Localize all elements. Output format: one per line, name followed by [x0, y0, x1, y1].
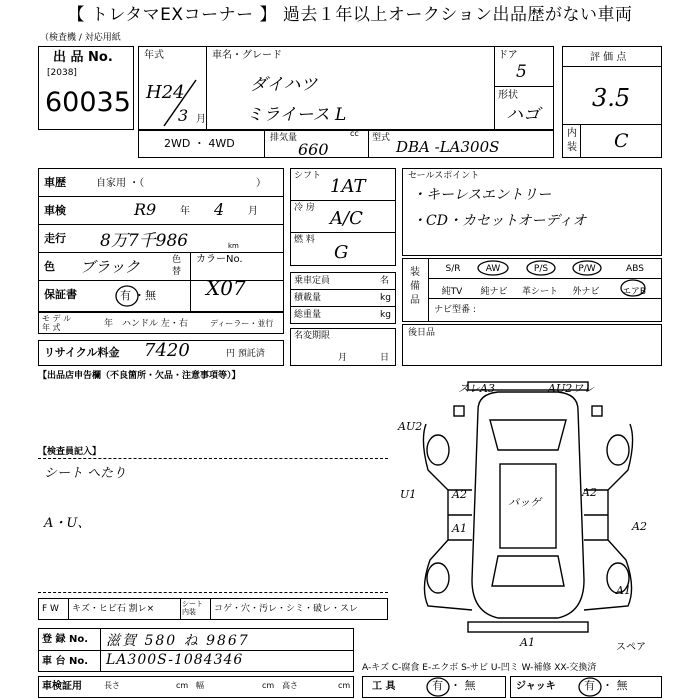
equip-ps: P/S — [533, 264, 549, 274]
mark-9: A1 — [616, 584, 631, 597]
year-slash — [160, 78, 200, 128]
mark-0: スレA3 — [458, 382, 495, 395]
history-close: ） — [256, 178, 266, 189]
cert-width: 幅 — [196, 681, 204, 690]
equip-sr: S/R — [445, 264, 461, 274]
displacement-label: 排気量 — [270, 133, 298, 143]
lot-number: 60035 — [45, 87, 131, 118]
model-year-handle: ハンドル 左・右 — [122, 319, 188, 329]
inspector-line2: A・U、 — [44, 516, 91, 531]
recycle-unit: 円 預託済 — [226, 349, 265, 359]
recycle-label: リサイクル料金 — [44, 346, 120, 359]
chassis-label: 車 台 No. — [42, 656, 89, 667]
spare-label: スペア — [616, 642, 646, 653]
inspector-label: 【検査員記入】 — [38, 447, 102, 457]
cert-height: 高さ — [282, 681, 298, 690]
car-maker: ダイハツ — [250, 75, 318, 95]
recycle-value: 7420 — [144, 340, 190, 361]
equip-aw: AW — [485, 264, 501, 274]
warranty-yes: 有 — [120, 289, 131, 302]
warranty-no: ・無 — [134, 289, 156, 302]
year-label: 年式 — [144, 50, 164, 61]
interior-label2: 装 — [567, 142, 577, 153]
sales-point-line1: ・キーレスエントリー — [412, 187, 552, 203]
cert-label: 車検証用 — [42, 681, 82, 692]
cert-unit1: cm — [176, 681, 189, 690]
mark-8: A2 — [632, 520, 647, 533]
mark-2: AU2 — [398, 420, 423, 433]
jack-circle — [576, 676, 604, 698]
renewal-day: 日 — [380, 353, 390, 363]
lot-small: [2038] — [47, 68, 77, 78]
fuel-value: G — [334, 242, 349, 263]
score-label: 評 価 点 — [590, 52, 627, 63]
chassis-value: LA300S-1084346 — [106, 652, 244, 668]
seller-notes-label: 【出品店申告欄（不良箇所・欠品・注意事項等）】 — [38, 371, 241, 381]
history-value: 自家用 ・（ — [96, 178, 145, 189]
interior-label1: 内 — [567, 128, 577, 139]
lot-label: 出 品 No. — [53, 50, 113, 65]
model-year-label1: モ デ ル — [42, 314, 72, 323]
mileage-label: 走行 — [44, 232, 66, 245]
history-label: 車歴 — [44, 176, 66, 189]
shape-label: 形状 — [498, 90, 518, 101]
tools-no: ・ 無 — [450, 679, 476, 692]
car-model: ミライース L — [246, 105, 347, 125]
registration-label: 登 録 No. — [42, 634, 89, 645]
warranty-circle — [114, 284, 140, 308]
mark-1: AU2ワレ — [548, 382, 595, 395]
later-label: 後日品 — [408, 328, 436, 338]
mark-7: A1 — [452, 522, 467, 535]
inspector-line1: シート へたり — [44, 466, 127, 481]
equip-navi: 純ナビ — [480, 287, 508, 297]
mark-3: U1 — [400, 488, 417, 501]
renewal-label: 名変期限 — [294, 331, 331, 341]
fw-label: F W — [42, 604, 59, 614]
ac-value: A/C — [330, 208, 363, 229]
jack-yes: 有 — [584, 679, 595, 692]
fw-items: コゲ・穴・汚レ・シミ・破レ・スレ — [214, 604, 359, 614]
equip-abs: ABS — [626, 264, 644, 274]
jack-label: ジャッキ — [516, 681, 556, 692]
lot-box — [38, 46, 134, 130]
door-value: 5 — [516, 62, 527, 82]
tools-yes: 有 — [432, 679, 443, 692]
drive-text: 2WD ・ 4WD — [164, 137, 235, 150]
shape-value: ハゴ — [506, 105, 540, 125]
equip-tv: 純TV — [441, 287, 463, 297]
equip-extnavi: 外ナビ — [572, 287, 600, 297]
equipment-label: 装 備 品 — [410, 267, 420, 306]
mark-5: A2 — [582, 486, 597, 499]
mileage-value: 8万7千986 — [100, 231, 189, 251]
displacement-unit: cc — [350, 129, 359, 138]
registration-value: 滋賀 580 ね 9867 — [106, 633, 250, 649]
banner: 【 トレタマEXコーナー 】 過去１年以上オークション出品歴がない車両 — [0, 0, 700, 30]
fw-seat: シート内装 — [182, 600, 203, 616]
model-year-label2: 年 式 — [42, 323, 61, 332]
cert-unit2: cm — [262, 681, 275, 690]
inspection-month: 4 — [214, 200, 225, 219]
sales-point-line2: ・CD・カセットオーディオ — [412, 213, 587, 229]
color-label: 色 — [44, 260, 55, 273]
weight-label: 総重量 — [294, 310, 322, 320]
tools-circle — [424, 676, 452, 698]
equip-airbag: エアB — [621, 287, 647, 297]
score-value: 3.5 — [592, 84, 631, 112]
equipment-circles — [476, 258, 666, 302]
capacity-unit: 名 — [380, 276, 390, 286]
color-change2: 替 — [172, 267, 182, 277]
car-label: 車名・グレード — [212, 50, 282, 61]
inspection-year-label: 年 — [180, 206, 190, 217]
capacity-label: 乗車定員 — [294, 276, 331, 286]
year-month: 3 — [178, 106, 189, 125]
legend: A-キズ C-腐食 E-エクボ S-サビ U-凹ミ W-補修 XX-交換済 — [362, 663, 597, 673]
model-year-dealer: ディーラー・並行 — [210, 319, 274, 328]
mileage-unit: km — [228, 242, 239, 250]
year-month-unit: 月 — [196, 114, 206, 125]
model-type-value: DBA -LA300S — [396, 138, 500, 156]
warranty-label: 保証書 — [44, 288, 77, 301]
interior-value: C — [614, 130, 629, 152]
shift-value: 1AT — [330, 176, 366, 197]
sales-point-label: セールスポイント — [408, 171, 480, 181]
fw-text: キズ・ヒビ石 割レ× — [72, 604, 155, 614]
shift-label: シフト — [294, 171, 322, 181]
car-diagram — [408, 380, 668, 642]
top-note: （検査機 / 対応用紙 — [40, 33, 121, 43]
fuel-label: 燃 料 — [294, 235, 315, 245]
door-label: ドア — [498, 50, 518, 61]
equip-pw: P/W — [578, 264, 596, 274]
inspection-value: R9 — [134, 200, 157, 219]
tools-label: 工 具 — [372, 681, 396, 692]
color-no-label: カラーNo. — [196, 254, 243, 265]
mark-4: A2 — [452, 488, 467, 501]
inspection-label: 車検 — [44, 204, 66, 217]
equip-navi-type: ナビ型番 : — [434, 305, 476, 315]
model-type-label: 型式 — [372, 133, 391, 143]
color-change1: 色 — [172, 255, 182, 265]
load-label: 積載量 — [294, 293, 322, 303]
cert-unit3: cm — [338, 681, 351, 690]
year-era: H24 — [146, 82, 185, 103]
color-value: ブラック — [80, 258, 140, 276]
jack-no: ・ 無 — [602, 679, 628, 692]
mark-6: パッゲ — [508, 496, 541, 509]
renewal-month: 月 — [338, 353, 348, 363]
cert-length: 長さ — [104, 681, 120, 690]
model-year-year: 年 — [104, 319, 114, 329]
weight-unit: kg — [380, 310, 391, 320]
mark-10: A1 — [520, 636, 535, 649]
load-unit: kg — [380, 293, 391, 303]
color-no-value: X07 — [206, 276, 246, 300]
inspection-month-label: 月 — [248, 206, 258, 217]
later-box — [402, 324, 662, 366]
ac-label: 冷 房 — [294, 203, 315, 213]
displacement-value: 660 — [298, 140, 329, 159]
equip-leather: 革シート — [521, 287, 558, 297]
